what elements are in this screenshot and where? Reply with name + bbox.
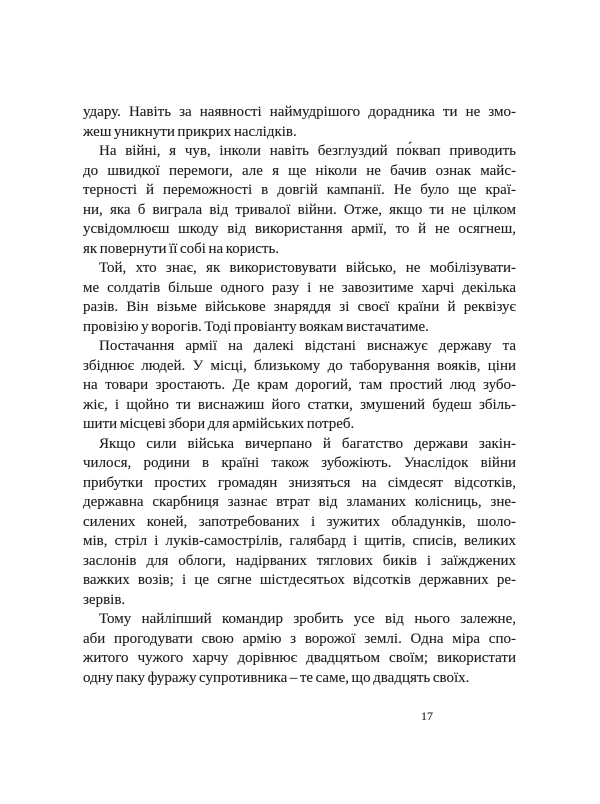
text-line: Тому найліпший командир зробить усе від нього залежне, [99, 611, 516, 627]
text-line: заслонів для облоги, надірваних тяглових биків і заїжджених [83, 552, 516, 569]
text-line: житого чужого харчу дорівнює двадцятьом своїм; використати [83, 650, 516, 666]
text-line: зервів. [83, 591, 126, 608]
text-line: ме солдатів більше одного разу і не завозитиме харчі декілька [83, 279, 516, 296]
text-line: Той, хто знає, як використовувати військо, не мобілізувати- [99, 260, 516, 276]
text-line: усвідомлюєш шкоду від використання армії, то й не осягнеш, [83, 221, 516, 237]
text-line: разів. Він візьме військове знаряддя зі своєї країни й реквізує [83, 299, 516, 315]
paragraph [83, 435, 516, 611]
text-line: провізію у ворогів. Тоді провіанту воякам вистачатиме. [83, 318, 429, 335]
text-line: одну паку фуражу супротивника – те саме, що двадцять своїх. [83, 669, 470, 686]
text-line: збіднює людей. У місці, близькому до таборування вояків, ціни [83, 357, 516, 374]
paragraph [83, 259, 516, 337]
text-line: шити місцеві збори для армійських потреб. [83, 416, 355, 432]
text-line: мів, стріл і луків-самострілів, галябард і щитів, списів, великих [83, 533, 516, 549]
text-line: На війні, я чув, інколи навіть безглуздий по́квап приводить [99, 143, 516, 159]
text-line: чилося, родини в країні також зубожіють. Унаслідок війни [83, 455, 516, 471]
paragraph [83, 337, 516, 435]
text-line: на товари зростають. Де крам дорогий, там простий люд зубо- [83, 377, 516, 393]
text-line: удару. Навіть за наявності наймудрішого дорадника ти не змо- [83, 104, 516, 120]
text-line: жіє, і щойно ти виснажиш його статки, змушений будеш збіль- [83, 396, 516, 413]
text-line: жеш уникнути прикрих наслідків. [83, 123, 297, 140]
text-line: Якщо сили війська вичерпано й багатство держави закін- [99, 435, 516, 452]
text-line: важких возів; і це сягне шістдесятьох відсотків державних ре- [83, 572, 516, 588]
body-text [83, 103, 516, 688]
text-line: як повернути її собі на користь. [83, 240, 280, 257]
text-line: терності й переможності в довгій кампанії. Не було ще краї- [83, 182, 516, 198]
paragraph [83, 103, 516, 142]
paragraph [83, 142, 516, 259]
page-number: 17 [421, 709, 433, 723]
paragraph [83, 610, 516, 688]
text-line: до швидкої перемоги, але я ще ніколи не бачив ознак майс- [83, 162, 516, 179]
text-line: прибутки простих громадян знизяться на сімдесят відсотків, [83, 474, 516, 491]
text-line: Постачання армії на далекі відстані виснажує державу та [99, 338, 516, 354]
text-line: державна скарбниця зазнає втрат від зламаних колісниць, зне- [83, 494, 516, 510]
text-line: ни, яка б виграла від тривалої війни. Отже, якщо ти не цілком [83, 201, 516, 218]
text-line: силених коней, запотребованих і зужитих обладунків, шоло- [83, 513, 516, 530]
text-line: аби прогодувати свою армію з ворожої землі. Одна міра спо- [83, 630, 516, 647]
